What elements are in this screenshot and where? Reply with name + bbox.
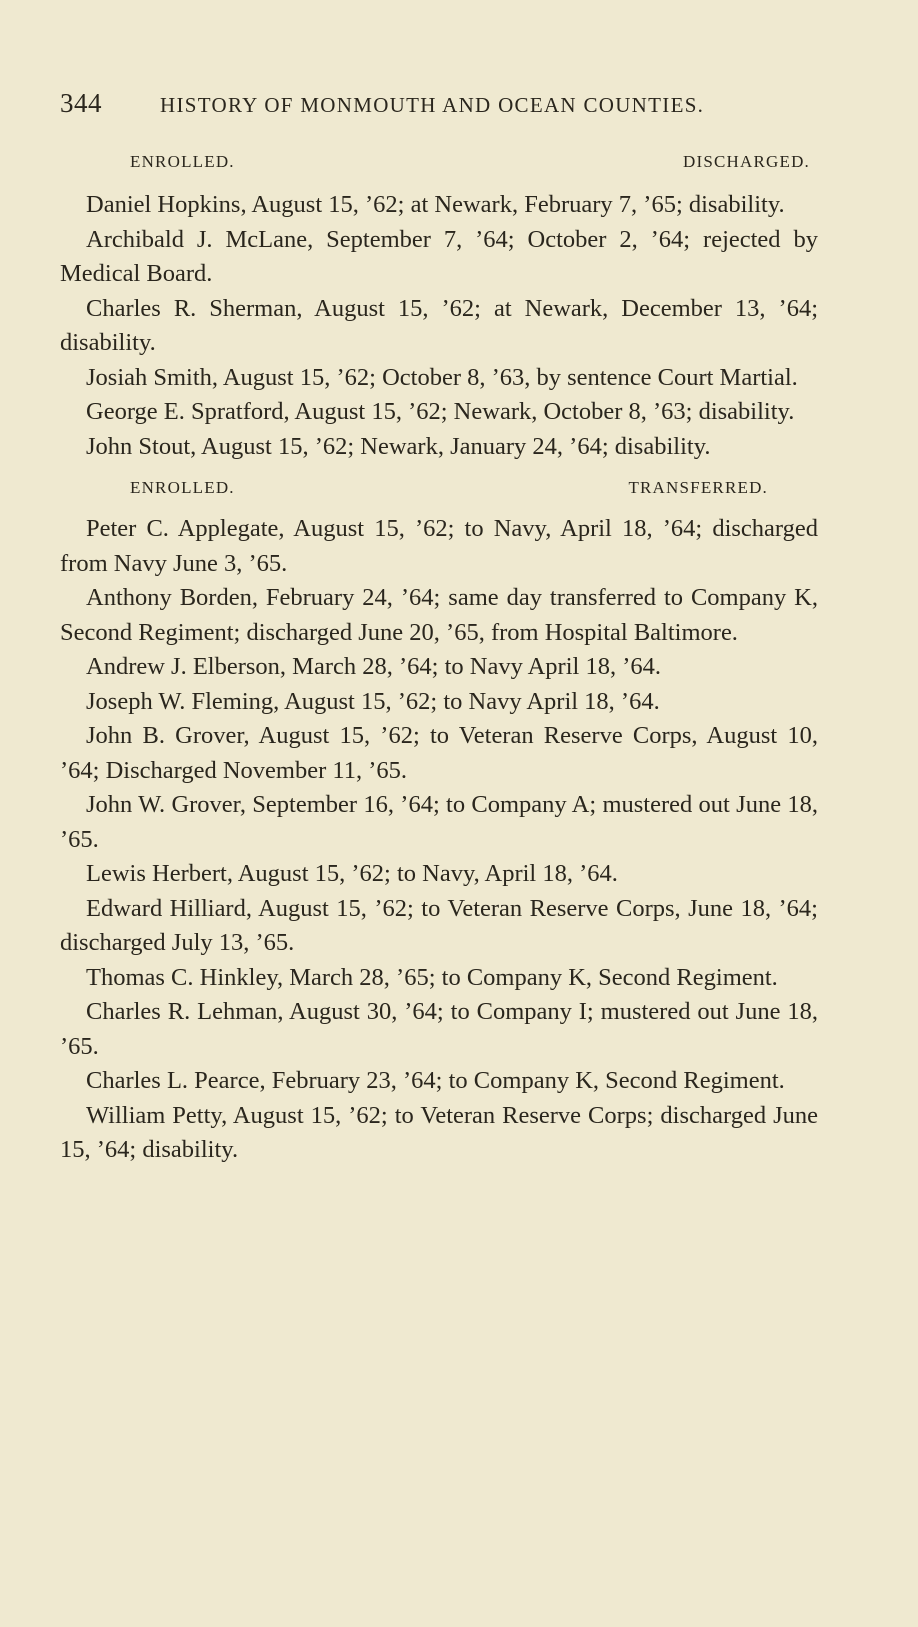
roster-entry: Peter C. Applegate, August 15, ’62; to Navy, April 18, ’64; discharged from Navy June 3, ’65. — [60, 515, 818, 577]
roster-entry: John B. Grover, August 15, ’62; to Veteran Reserve Corps, August 10, ’64; Discharged November 11, ’65. — [60, 722, 818, 784]
roster-entry: Charles R. Lehman, August 30, ’64; to Company I; mustered out June 18, ’65. — [60, 998, 818, 1060]
transferred-heading: TRANSFERRED. — [628, 478, 768, 497]
enrolled-heading: ENROLLED. — [130, 152, 235, 171]
page-number: 344 — [60, 88, 102, 118]
enrolled-heading: ENROLLED. — [130, 478, 235, 497]
running-head — [60, 88, 818, 118]
roster-entry: George E. Spratford, August 15, ’62; Newark, October 8, ’63; disability. — [86, 398, 795, 425]
roster-entry: Charles L. Pearce, February 23, ’64; to Company K, Second Regiment. — [86, 1067, 785, 1094]
roster-entry: Thomas C. Hinkley, March 28, ’65; to Company K, Second Regiment. — [86, 963, 778, 991]
roster-entry: Edward Hilliard, August 15, ’62; to Veteran Reserve Corps, June 18, ’64; discharged July 13, ’65. — [60, 894, 818, 956]
discharged-section — [60, 152, 818, 464]
roster-entry: Joseph W. Fleming, August 15, ’62; to Navy April 18, ’64. — [86, 687, 660, 715]
transferred-section-heading — [60, 478, 818, 504]
roster-entry: Andrew J. Elberson, March 28, ’64; to Navy April 18, ’64. — [86, 653, 661, 680]
discharged-section-heading — [60, 152, 818, 178]
roster-entry: Archibald J. McLane, September 7, ’64; October 2, ’64; rejected by Medical Board. — [60, 225, 818, 287]
roster-entry: Anthony Borden, February 24, ’64; same day transferred to Company K, Second Regiment; discharged June 20, ’65, from Hospital Baltimore. — [60, 584, 818, 646]
roster-entry: William Petty, August 15, ’62; to Veteran Reserve Corps; discharged June 15, ’64; disability. — [60, 1101, 818, 1163]
transferred-section — [60, 478, 818, 1168]
discharged-heading: DISCHARGED. — [682, 152, 810, 171]
roster-entry: John Stout, August 15, ’62; Newark, January 24, ’64; disability. — [86, 432, 711, 460]
roster-entry: Daniel Hopkins, August 15, ’62; at Newark, February 7, ’65; disability. — [86, 191, 785, 218]
running-title: HISTORY OF MONMOUTH AND OCEAN COUNTIES. — [160, 93, 705, 117]
roster-entry: Josiah Smith, August 15, ’62; October 8, ’63, by sentence Court Martial. — [86, 363, 798, 391]
roster-entry: John W. Grover, September 16, ’64; to Company A; mustered out June 18, ’65. — [60, 791, 818, 853]
roster-entry: Lewis Herbert, August 15, ’62; to Navy, April 18, ’64. — [86, 860, 618, 887]
roster-entry: Charles R. Sherman, August 15, ’62; at Newark, December 13, ’64; disability. — [60, 294, 818, 356]
